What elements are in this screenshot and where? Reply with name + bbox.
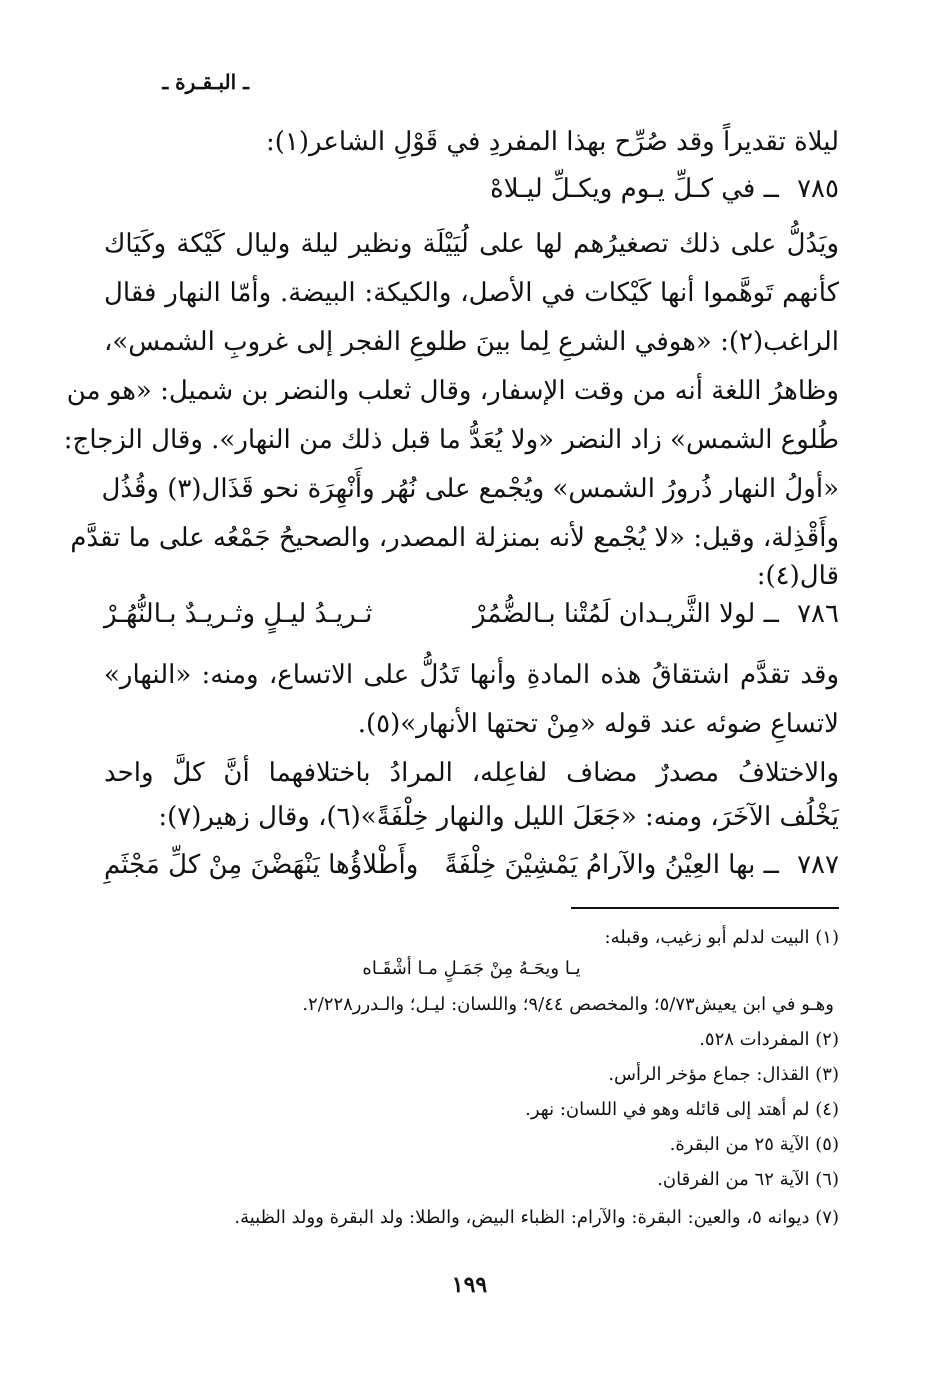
verse-first-hemistich: بها العِيْنُ والآرامُ يَمْشِيْنَ خِلْفَةً: [444, 850, 756, 880]
body-line: «أولُ النهار ذُرورُ الشمس» ويُجْمع على نُهُر وأَنْهِرَة نحو قَذَال(٣) وقُذُل: [101, 474, 839, 504]
verse-number: ٧٨٥: [797, 174, 839, 204]
footnote-verse: يـا ويحَـهُ مِنْ جَمَـلٍ مـا أشْقَـاه: [362, 958, 581, 979]
page-number: ١٩٩: [451, 1272, 488, 1298]
verse-785: ٧٨٥ ــ في كـلِّ يـوم ويكـلِّ ليـلاهْ: [490, 174, 839, 204]
footnote: (٣) القذال: جماع مؤخر الرأس.: [608, 1064, 839, 1085]
body-line: ويَدُلُّ على ذلك تصغيرُهم لها على لُيَيْلَة ونظير ليلة وليال كَيْكة وكَيَاك: [104, 229, 839, 259]
verse-first-hemistich: لولا الثَّريـدان لَمُتْنا بـالضُّمُرْ: [473, 599, 756, 629]
body-line: وقد تقدَّم اشتقاقُ هذه المادةِ وأنها تَدُلُّ على الاتساع، ومنه: «النهار»: [104, 660, 839, 690]
verse-first-hemistich: في كـلِّ يـوم ويكـلِّ ليـلاهْ: [490, 174, 756, 204]
verse-787: ٧٨٧ ــ بها العِيْنُ والآرامُ يَمْشِيْنَ خِلْفَةً وأَطْلاؤُها يَنْهَضْنَ مِنْ كلِّ مَجْثَمِ: [104, 850, 839, 880]
verse-number: ٧٨٧: [797, 850, 839, 880]
footnote-divider: [571, 907, 839, 909]
footnote: (٧) ديوانه ٥، والعين: البقرة: والآرام: الظباء البيض، والطلا: ولد البقرة وولد الظبية.: [234, 1207, 839, 1228]
body-line: ليلاة تقديراً وقد صُرِّح بهذا المفردِ في قَوْلِ الشاعر(١):: [265, 127, 839, 157]
running-head: ـ البـقـرة ـ: [162, 70, 249, 94]
body-line: والاختلافُ مصدرٌ مضاف لفاعِله، المرادُ باختلافهما أنَّ كلَّ واحد: [104, 758, 839, 788]
footnote: (٤) لم أهتد إلى قائله وهو في اللسان: نهر.: [525, 1099, 839, 1120]
verse-second-hemistich: وأَطْلاؤُها يَنْهَضْنَ مِنْ كلِّ مَجْثَمِ: [104, 850, 419, 880]
body-line: الراغب(٢): «هوفي الشرعِ لِما بينَ طلوعِ الفجر إلى غروبِ الشمس»،: [104, 327, 839, 357]
body-line: قال(٤):: [756, 561, 839, 591]
body-line: لاتساعِ ضوئه عند قوله «مِنْ تحتها الأنهار»(٥).: [357, 709, 839, 739]
verse-second-hemistich: ثـريـدُ ليـلٍ وثـريـدٌ بـالنُّهُـرْ: [104, 599, 373, 629]
body-line: وأَقْذِلة، وقيل: «لا يُجْمع لأنه بمنزلة المصدر، والصحيحُ جَمْعُه على ما تقدَّم: [70, 523, 839, 553]
body-line: وظاهرُ اللغة أنه من وقت الإسفار، وقال ثعلب والنضر بن شميل: «هو من: [66, 376, 839, 406]
footnote: (٥) الآية ٢٥ من البقرة.: [669, 1134, 839, 1155]
footnote: وهـو في ابن يعيش٥/٧٣؛ والمخصص ٩/٤٤؛ واللسان: ليـل؛ والـدرر٢/٢٢٨.: [302, 994, 834, 1015]
body-line: يَخْلُف الآخَرَ، ومنه: «جَعَلَ الليل والنهار خِلْفَةً»(٦)، وقال زهير(٧):: [158, 802, 839, 832]
verse-786: ٧٨٦ ــ لولا الثَّريـدان لَمُتْنا بـالضُّمُرْ ثـريـدُ ليـلٍ وثـريـدٌ بـالنُّهُـرْ: [104, 599, 839, 629]
footnote: (٦) الآية ٦٢ من الفرقان.: [657, 1169, 839, 1190]
body-line: طُلوع الشمس» زاد النضر «ولا يُعَدُّ ما قبل ذلك من النهار». وقال الزجاج:: [63, 425, 839, 455]
body-line: كأنهم تَوهَّموا أنها كَيْكات في الأصل، والكيكة: البيضة. وأمّا النهار فقال: [104, 278, 839, 308]
footnote: (٢) المفردات ٥٢٨.: [699, 1029, 839, 1050]
footnote: (١) البيت لدلم أبو زغيب، وقبله:: [604, 927, 839, 948]
verse-number: ٧٨٦: [797, 599, 839, 629]
